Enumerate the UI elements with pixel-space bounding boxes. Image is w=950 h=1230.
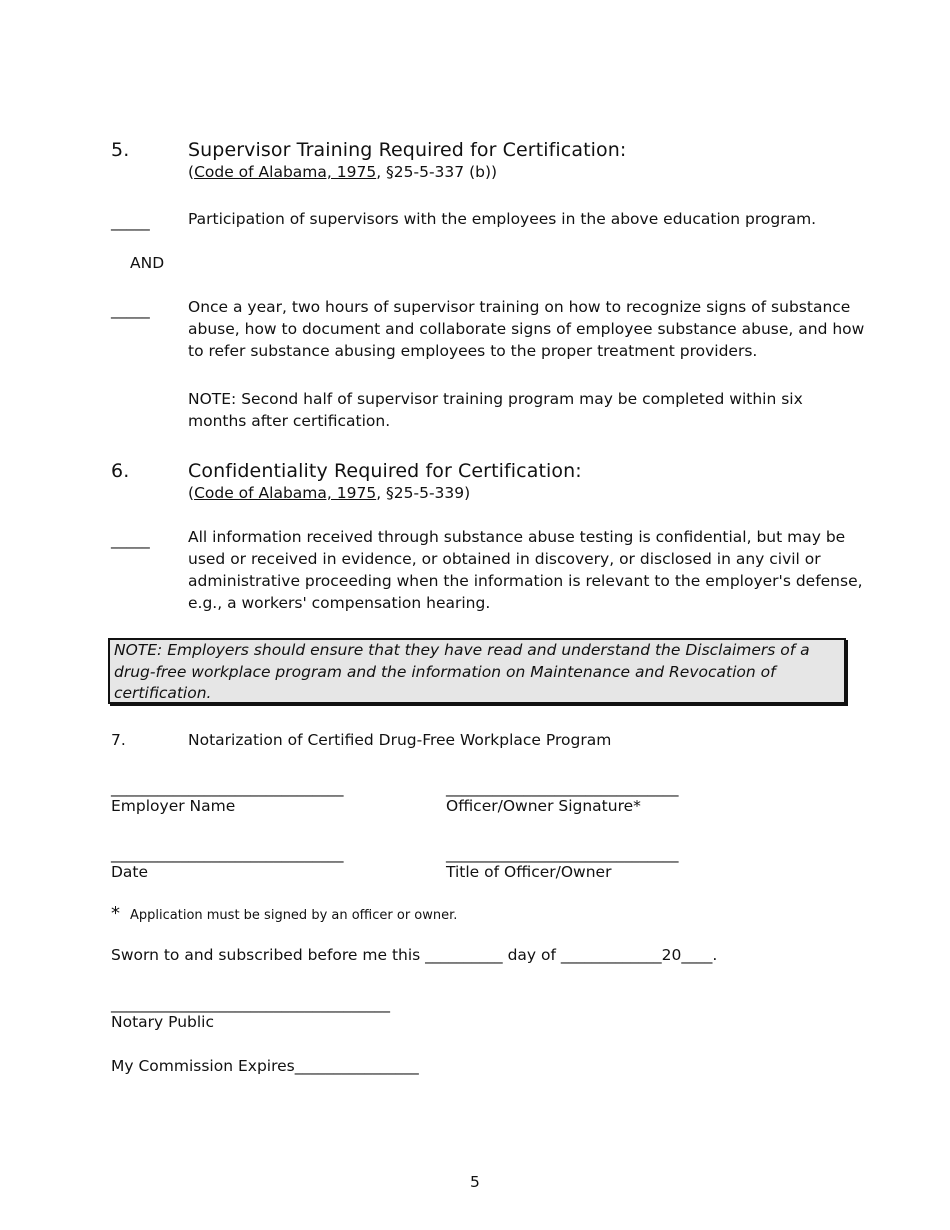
section-5-title: Supervisor Training Required for Certification: <box>188 139 627 161</box>
section-6-item-1-line-2: used or received in evidence, or obtained in discovery, or disclosed in any civil or <box>188 550 821 568</box>
officer-title-label: Title of Officer/Owner <box>446 863 612 881</box>
section-5-item-2-line-2: abuse, how to document and collaborate signs of employee substance abuse, and how <box>188 320 865 338</box>
section-5-item-1-blank[interactable]: _____ <box>111 213 150 231</box>
citation-open: ( <box>188 484 195 502</box>
section-5-note-line-2: months after certification. <box>188 412 391 430</box>
section-6-title: Confidentiality Required for Certification: <box>188 460 582 482</box>
citation-open: ( <box>188 163 195 181</box>
disclaimer-note-line-1: NOTE: Employers should ensure that they have read and understand the Disclaimers of a <box>114 641 810 659</box>
footnote-text: Application must be signed by an officer or owner. <box>130 908 458 923</box>
page-number: 5 <box>470 1173 480 1191</box>
date-line[interactable]: ______________________________ <box>111 845 344 863</box>
section-7-number: 7. <box>111 731 126 749</box>
section-6-item-1-line-1: All information received through substance abuse testing is confidential, but may be <box>188 528 846 546</box>
employer-name-label: Employer Name <box>111 797 236 815</box>
section-6-citation <box>188 482 470 504</box>
section-5-citation <box>188 161 497 183</box>
notary-public-label: Notary Public <box>111 1013 214 1031</box>
citation-rest: , §25-5-337 (b)) <box>376 163 498 181</box>
disclaimer-note-line-3: certification. <box>114 684 212 702</box>
disclaimer-note-box <box>108 638 846 704</box>
section-6-item-1-blank[interactable]: _____ <box>111 531 150 549</box>
date-label: Date <box>111 863 149 881</box>
employer-name-line[interactable]: ______________________________ <box>111 779 344 797</box>
section-5-note-line-1: NOTE: Second half of supervisor training program may be completed within six <box>188 390 803 408</box>
officer-title-line[interactable]: ______________________________ <box>446 845 679 863</box>
footnote-star: * <box>111 903 120 924</box>
commission-expires[interactable]: My Commission Expires________________ <box>111 1057 419 1075</box>
and-label: AND <box>130 254 165 272</box>
officer-signature-label: Officer/Owner Signature* <box>446 797 641 815</box>
sworn-statement[interactable]: Sworn to and subscribed before me this __________ day of _____________20____. <box>111 946 718 964</box>
section-7-title: Notarization of Certified Drug-Free Workplace Program <box>188 731 612 749</box>
notary-signature-line[interactable]: ____________________________________ <box>111 995 390 1013</box>
section-6-item-1-line-4: e.g., a workers' compensation hearing. <box>188 594 491 612</box>
section-6-item-1-line-3: administrative proceeding when the information is relevant to the employer's defense, <box>188 572 863 590</box>
disclaimer-note-line-2: drug-free workplace program and the information on Maintenance and Revocation of <box>114 662 776 681</box>
officer-signature-line[interactable]: ______________________________ <box>446 779 679 797</box>
citation-rest: , §25-5-339) <box>376 484 471 502</box>
section-5-item-2-line-3: to refer substance abusing employees to the proper treatment providers. <box>188 342 758 360</box>
section-6-number: 6. <box>111 460 130 482</box>
section-5-item-2-line-1: Once a year, two hours of supervisor training on how to recognize signs of substance <box>188 298 851 316</box>
section-5-item-1-text: Participation of supervisors with the employees in the above education program. <box>188 210 817 228</box>
section-5-item-2-blank[interactable]: _____ <box>111 301 150 319</box>
citation-code: Code of Alabama, 1975 <box>194 484 377 502</box>
section-5-number: 5. <box>111 139 130 161</box>
citation-code: Code of Alabama, 1975 <box>194 163 377 181</box>
